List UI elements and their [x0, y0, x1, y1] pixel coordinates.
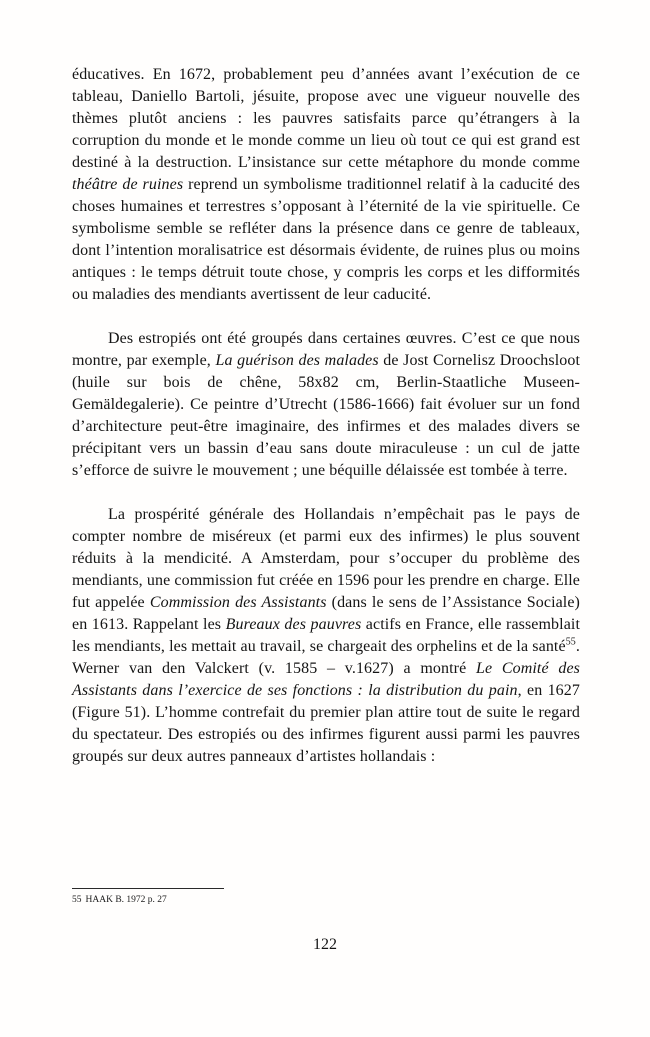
- footnote-text: [72, 894, 580, 906]
- footnote-marker: 55: [72, 895, 82, 905]
- body-text: [72, 64, 580, 790]
- footnote-citation: HAAK B. 1972 p. 27: [85, 895, 167, 905]
- footnote-rule: [72, 888, 224, 889]
- footnote: [72, 888, 580, 906]
- paragraph-2: Des estropiés ont été groupés dans certaines œuvres. C’est ce que nous montre, par exemple, La guérison des malades de Jost Cornelisz Droochsloot (huile sur bois de chêne, 58x82 cm, Berlin-Staatliche Museen-Gemäldegalerie). Ce peintre d’Utrecht (1586-1666) fait évoluer sur un fond d’architecture peut-être imaginaire, des infirmes et des malades divers se précipitant vers un bassin d’eau sans doute miraculeuse : un cul de jatte s’efforce de suivre le mouvement ; une béquille délaissée est tombée à terre.: [72, 330, 581, 479]
- paragraph-3: La prospérité générale des Hollandais n’empêchait pas le pays de compter nombre de miséreux (et parmi eux des infirmes) le plus souvent réduits à la mendicité. A Amsterdam, pour s’occuper du problème des mendiants, une commission fut créée en 1596 pour les prendre en charge. Elle fut appelée Commission des Assistants (dans le sens de l’Assistance Sociale) en 1613. Rappelant les Bureaux des pauvres actifs en France, elle rassemblait les mendiants, les mettait au travail, se chargeait des orphelins et de la santé$^{55}$. Werner van den Valckert (v. 1585 – v.1627) a montré Le Comité des Assistants dans l’exercice de ses fonctions : la distribution du pain, en 1627 (Figure 51). L’homme contrefait du premier plan attire tout de suite le regard du spectateur. Des estropiés ou des infirmes figurent aussi parmi les pauvres groupés sur deux autres panneaux d’artistes hollandais :: [72, 506, 580, 765]
- page-number: 122: [313, 936, 337, 953]
- paragraph-1: éducatives. En 1672, probablement peu d’années avant l’exécution de ce tableau, Daniello Bartoli, jésuite, propose avec une vigueur nouvelle des thèmes plutôt anciens : les pauvres satisfaits parce qu’étrangers à la corruption du monde et le monde comme un lieu où tout ce qui est grand est destiné à la destruction. L’insistance sur cette métaphore du monde comme théâtre de ruines reprend un symbolisme traditionnel relatif à la caducité des choses humaines et terrestres s’opposant à l’éternité de la vie spirituelle. Ce symbolisme semble se refléter dans la présence dans ce genre de tableaux, dont l’intention moralisatrice est désormais évidente, de ruines plus ou moins antiques : le temps détruit toute chose, y compris les corps et les difformités ou maladies des mendiants avertissent de leur caducité.: [72, 66, 580, 303]
